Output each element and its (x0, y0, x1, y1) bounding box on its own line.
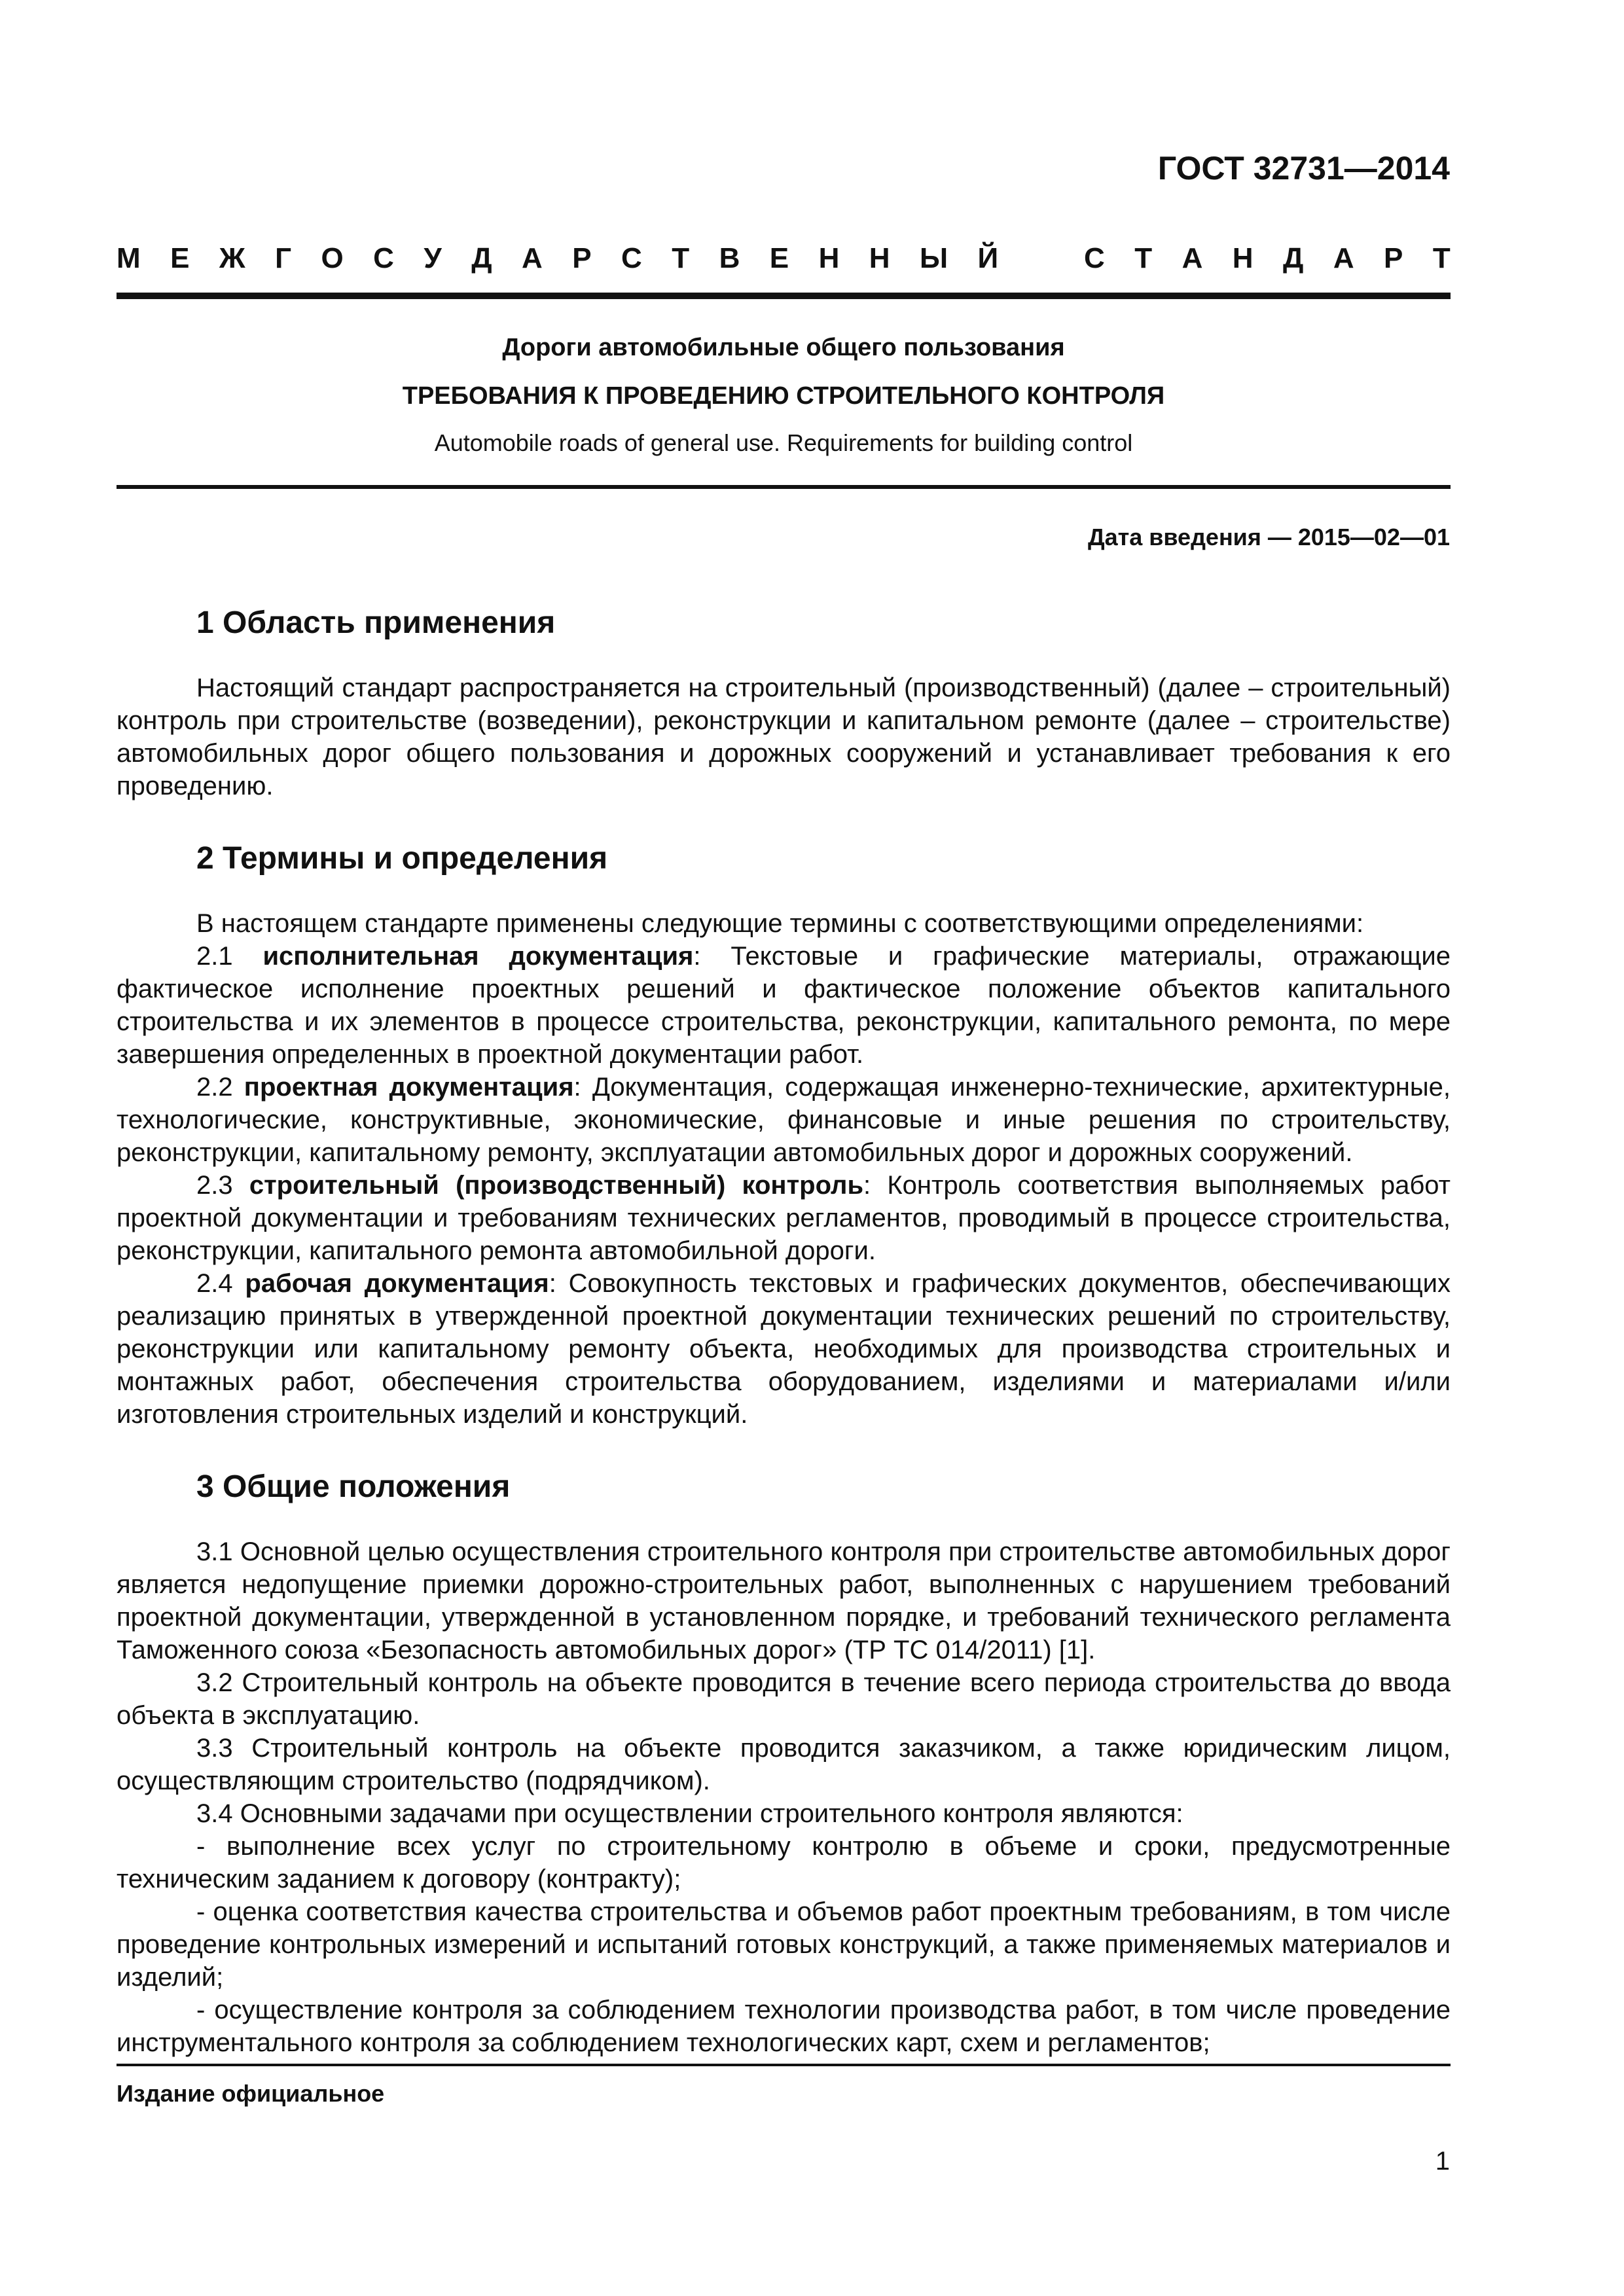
paragraph: Настоящий стандарт распространяется на строительный (производственный) (далее – строительный) контроль при строительстве (возведении), реконструкции и капитальном ремонте (далее – строительстве) автомобильных дорог общего пользования и дорожных сооружений и устанавливает требования к его проведению. (117, 673, 1451, 800)
list-item: - осуществление контроля за соблюдением технологии производства работ, в том числе проведение инструментального контроля за соблюдением технологических карт, схем и регламентов; (117, 1996, 1451, 2057)
term-number: 2.3 (196, 1171, 249, 1200)
list-item: - оценка соответствия качества строительства и объемов работ проектным требованиям, в том числе проведение контрольных измерений и испытаний готовых конструкций, а также применяемых материалов и изделий; (117, 1897, 1451, 1992)
paragraph: 3.2 Строительный контроль на объекте проводится в течение всего периода строительства до ввода объекта в эксплуатацию. (117, 1668, 1451, 1730)
standard-letter: М (117, 242, 141, 274)
title-main: ТРЕБОВАНИЯ К ПРОВЕДЕНИЮ СТРОИТЕЛЬНОГО КОНТРОЛЯ (402, 382, 1165, 410)
term-name: рабочая документация (245, 1269, 549, 1298)
header-rule (117, 293, 1451, 299)
standard-letter: Ы (920, 242, 948, 274)
term-definition (117, 940, 1451, 1071)
standard-letter: В (719, 242, 740, 274)
standard-letter: Р (572, 242, 592, 274)
standard-letter: Н (818, 242, 840, 274)
term-number: 2.4 (196, 1269, 245, 1298)
term-number: 2.1 (196, 942, 263, 971)
footer-rule (117, 2064, 1451, 2066)
section-heading: 1 Область применения (196, 605, 556, 640)
title-english: Automobile roads of general use. Requirements for building control (434, 429, 1133, 456)
term-number: 2.2 (196, 1073, 244, 1102)
page-number: 1 (1435, 2147, 1450, 2176)
term-definition (117, 1071, 1451, 1169)
term-name: строительный (производственный) контроль (249, 1171, 864, 1200)
paragraph: 3.3 Строительный контроль на объекте проводится заказчиком, а также юридическим лицом, осуществляющим строительство (подрядчиком). (117, 1734, 1451, 1795)
standard-letter: Д (1283, 242, 1304, 274)
standard-letter: Н (869, 242, 890, 274)
standard-letter: Р (1384, 242, 1403, 274)
term-name: проектная документация (244, 1073, 574, 1102)
standard-letter: Н (1232, 242, 1254, 274)
paragraph: 3.1 Основной целью осуществления строительного контроля при строительстве автомобильных дорог является недопущение приемки дорожно-строительных работ, выполненных с нарушением требований проектной документации, утвержденной в установленном порядке, и требований технического регламента Таможенного союза «Безопасность автомобильных дорог» (ТР ТС 014/2011) [1]. (117, 1537, 1451, 1664)
section-heading: 3 Общие положения (196, 1469, 511, 1504)
term-definition (117, 1169, 1451, 1267)
word-gap (1028, 242, 1055, 275)
standard-letter: С (373, 242, 394, 274)
term-text: : Текстовые и графические материалы, отражающие фактическое исполнение проектных решений и фактическое положение объектов капитального строительства и их элементов в процессе строительства, реконструкции, капитального ремонта, по мере завершения определенных в проектной документации работ. (117, 942, 1451, 1069)
standard-letter: О (321, 242, 344, 274)
standard-letter: Т (1432, 242, 1451, 274)
standard-letter: С (1084, 242, 1105, 274)
standard-letter: А (522, 242, 543, 274)
official-edition-note: Издание официальное (117, 2080, 385, 2107)
term-name: исполнительная документация (262, 942, 694, 971)
standard-letter: Т (672, 242, 690, 274)
term-text: : Совокупность текстовых и графических документов, обеспечивающих реализацию принятых в утвержденной проектной документации технических решений по строительству, реконструкции или капитальному ремонту объекта, необходимых для производства строительных и монтажных работ, обеспечения строительства оборудованием, изделиями и материалами и/или изготовления строительных изделий и конструкций. (117, 1269, 1451, 1429)
paragraph: В настоящем стандарте применены следующие термины с соответствующими определениями: (196, 909, 1364, 938)
section-heading: 2 Термины и определения (196, 841, 608, 876)
standard-letter: Е (170, 242, 190, 274)
term-text: : Контроль соответствия выполняемых работ проектной документации и требованиям технических регламентов, проводимый в процессе строительства, реконструкции, капитального ремонта автомобильной дороги. (117, 1171, 1451, 1265)
list-item: - выполнение всех услуг по строительному контролю в объеме и сроки, предусмотренные техническим заданием к договору (контракту); (117, 1832, 1451, 1893)
term-text: : Документация, содержащая инженерно-технические, архитектурные, технологические, конструктивные, экономические, финансовые и иные решения по строительству, реконструкции, капитальному ремонту, эксплуатации автомобильных дорог и дорожных сооружений. (117, 1073, 1451, 1167)
standard-letter: Ж (219, 242, 245, 274)
standard-letter: С (621, 242, 642, 274)
standard-letter: Т (1134, 242, 1153, 274)
standard-letter: Г (275, 242, 292, 274)
title-rule (117, 485, 1451, 489)
paragraph: 3.4 Основными задачами при осуществлении строительного контроля являются: (196, 1799, 1183, 1828)
introduction-date: Дата введения — 2015—02—01 (1087, 524, 1450, 550)
standard-letter: У (424, 242, 442, 274)
term-definition (117, 1267, 1451, 1431)
document-code: ГОСТ 32731—2014 (1157, 150, 1450, 187)
standard-letter: А (1182, 242, 1203, 274)
standard-type-heading (117, 242, 1451, 275)
standard-letter: А (1333, 242, 1354, 274)
standard-letter: Е (769, 242, 789, 274)
standard-letter: Д (471, 242, 492, 274)
standard-letter: Й (977, 242, 999, 274)
title-russian: Дороги автомобильные общего пользования (502, 334, 1065, 361)
document-body (117, 603, 1451, 2059)
